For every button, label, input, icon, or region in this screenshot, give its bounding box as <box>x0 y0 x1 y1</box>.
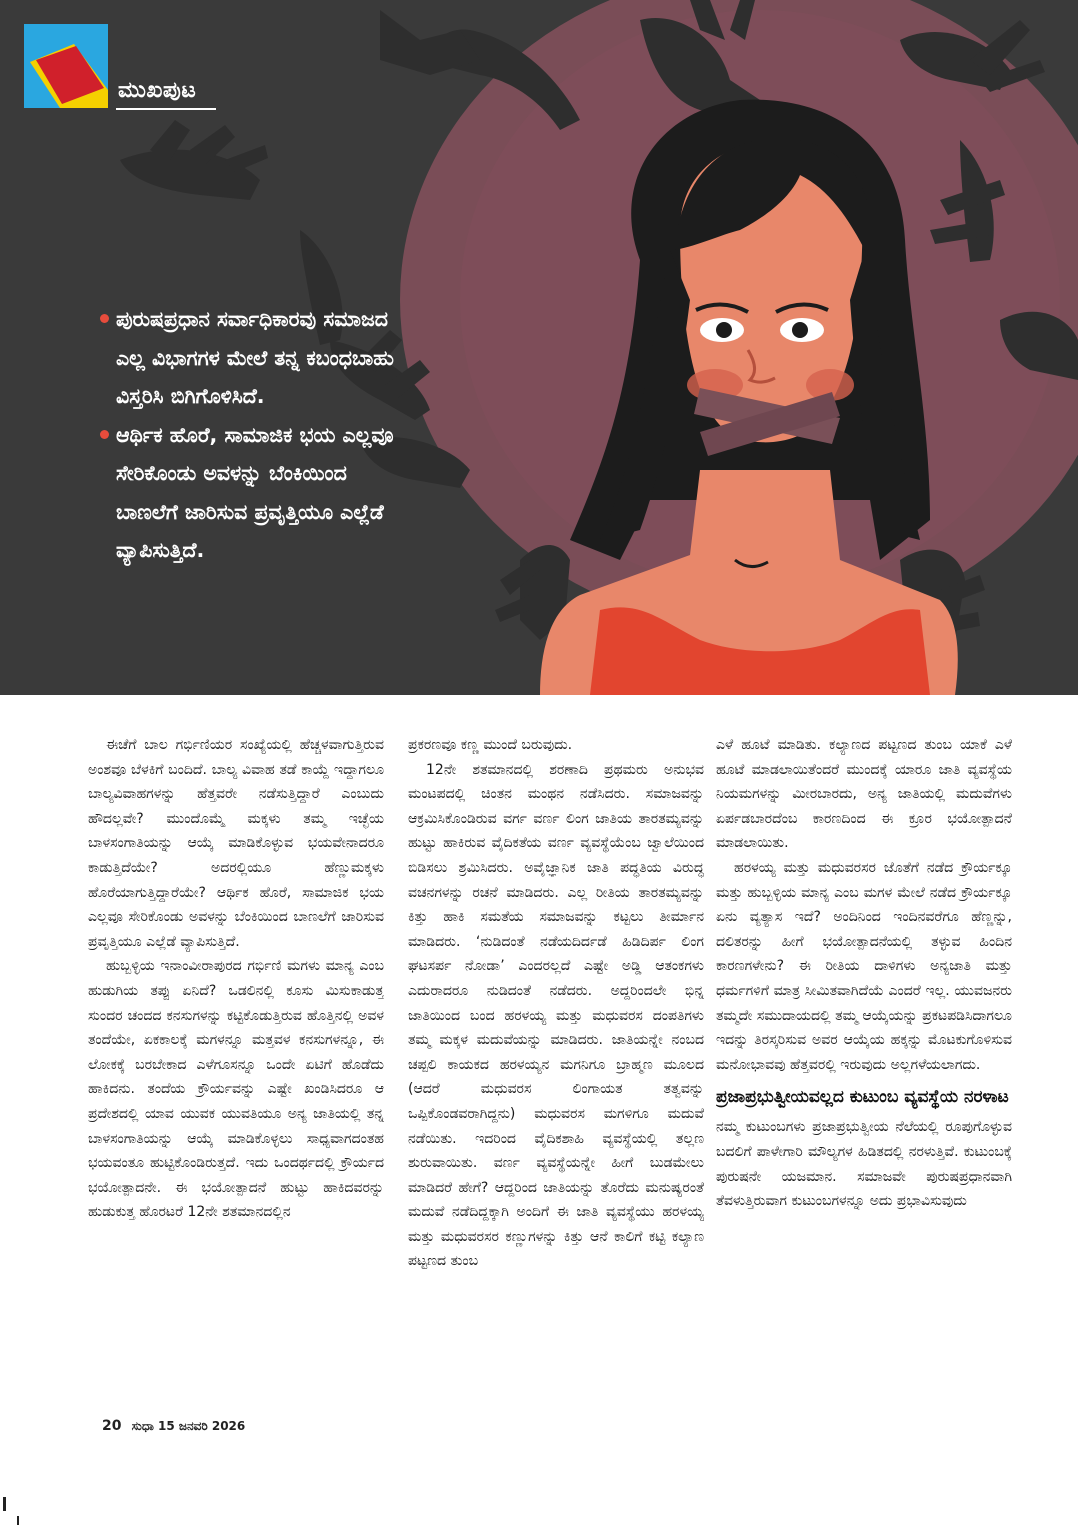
highlight-list <box>100 300 400 570</box>
article-body <box>88 733 1012 1413</box>
page-number: 20 <box>102 1418 122 1434</box>
publication-info: ಸುಧಾ 15 ಜನವರಿ 2026 <box>131 1419 246 1433</box>
logo-book <box>24 24 108 108</box>
article-column-2 <box>408 733 704 1413</box>
crop-mark <box>3 1497 6 1511</box>
highlight-text: ಪುರುಷಪ್ರಧಾನ ಸರ್ವಾಧಿಕಾರವು ಸಮಾಜದ ಎಲ್ಲ ವಿಭಾಗಗಳ ಮೇಲೆ ತನ್ನ ಕಬಂಧಬಾಹು ವಿಸ್ತರಿಸಿ ಬಿಗಿಗೊಳಿಸಿದೆ. <box>116 307 394 408</box>
paragraph: ಹರಳಯ್ಯ ಮತ್ತು ಮಧುವರಸರ ಜೊತೆಗೆ ನಡೆದ ಕ್ರೌರ್ಯಕ್ಕೂ ಮತ್ತು ಹುಬ್ಬಳ್ಳಿಯ ಮಾನ್ಯ ಎಂಬ ಮಗಳ ಮೇಲೆ ನಡೆದ ಕ್ರೌರ್ಯಕ್ಕೂ ಏನು ವ್ಯತ್ಯಾಸ ಇದೆ? ಅಂದಿನಿಂದ ಇಂದಿನವರೆಗೂ ಹೆಣ್ಣನ್ನು, ದಲಿತರನ್ನು ಹೀಗೆ ಭಯೋತ್ಪಾದನೆಯಲ್ಲಿ ತಳ್ಳುವ ಹಿಂದಿನ ಕಾರಣಗಳೇನು? ಈ ರೀತಿಯ ದಾಳಿಗಳು ಅನ್ಯಜಾತಿ ಮತ್ತು ಧರ್ಮಗಳಿಗೆ ಮಾತ್ರ ಸೀಮಿತವಾಗಿದೆಯೆ ಎಂದರೆ ಇಲ್ಲ. ಯುವಜನರು ತಮ್ಮದೇ ಸಮುದಾಯದಲ್ಲಿ ತಮ್ಮ ಆಯ್ಕೆಯನ್ನು ಪ್ರಕಟಪಡಿಸಿದಾಗಲೂ ಇದನ್ನು ತಿರಸ್ಕರಿಸುವ ಅವರ ಆಯ್ಕೆಯ ಹಕ್ಕನ್ನು ಮೊಟಕುಗೊಳಿಸುವ ಮನೋಭಾವವು ಹೆತ್ತವರಲ್ಲಿ ಇರುವುದು ಅಲ್ಲಗಳೆಯಲಾಗದು. <box>716 859 1012 1073</box>
paragraph: ಪ್ರಕರಣವೂ ಕಣ್ಣ ಮುಂದೆ ಬರುವುದು. <box>408 737 573 753</box>
bullet-dot-icon <box>100 314 109 323</box>
paragraph: 12ನೇ ಶತಮಾನದಲ್ಲಿ ಶರಣಾದಿ ಪ್ರಥಮರು ಅನುಭವ ಮಂಟಪದಲ್ಲಿ ಚಿಂತನ ಮಂಥನ ನಡೆಸಿದರು. ಸಮಾಜವನ್ನು ಆಕ್ರಮಿಸಿಕೊಂಡಿರುವ ವರ್ಗ ವರ್ಣ ಲಿಂಗ ಜಾತಿಯ ತಾರತಮ್ಯವನ್ನು ಹುಟ್ಟು ಹಾಕಿರುವ ವೈದಿಕತೆಯ ವರ್ಣ ವ್ಯವಸ್ಥೆಯೆಂಬ ಜ್ವಾಲೆಯಿಂದ ಬಿಡಿಸಲು ಶ್ರಮಿಸಿದರು. ಅವೈಜ್ಞಾನಿಕ ಜಾತಿ ಪದ್ಧತಿಯ ವಿರುದ್ಧ ವಚನಗಳನ್ನು ರಚನೆ ಮಾಡಿದರು. ಎಲ್ಲ ರೀತಿಯ ತಾರತಮ್ಯವನ್ನು ಕಿತ್ತು ಹಾಕಿ ಸಮತೆಯ ಸಮಾಜವನ್ನು ಕಟ್ಟಲು ತೀರ್ಮಾನ ಮಾಡಿದರು. ‘ನುಡಿದಂತೆ ನಡೆಯದಿರ್ದಡೆ ಹಿಡಿದಿರ್ಪ ಲಿಂಗ ಘಟಸರ್ಪ ನೋಡಾ’ ಎಂದರಲ್ಲದೆ ಎಷ್ಟೇ ಅಡ್ಡಿ ಆತಂಕಗಳು ಎದುರಾದರೂ ನುಡಿದಂತೆ ನಡೆದರು. ಅದ್ದರಿಂದಲೇ ಭಿನ್ನ ಜಾತಿಯಿಂದ ಬಂದ ಹರಳಯ್ಯ ಮತ್ತು ಮಧುವರಸ ದಂಪತಿಗಳು ತಮ್ಮ ಮಕ್ಕಳ ಮದುವೆಯನ್ನು ಮಾಡಿದರು. ಜಾತಿಯನ್ನೇ ನಂಬದ ಚಪ್ಪಲಿ ಕಾಯಕದ ಹರಳಯ್ಯನ ಮಗನಿಗೂ ಬ್ರಾಹ್ಮಣ ಮೂಲದ (ಆದರೆ ಮಧುವರಸ ಲಿಂಗಾಯತ ತತ್ವವನ್ನು ಒಪ್ಪಿಕೊಂಡವರಾಗಿದ್ದನು) ಮಧುವರಸ ಮಗಳಿಗೂ ಮದುವೆ ನಡೆಯಿತು. ಇದರಿಂದ ವೈದಿಕಶಾಹಿ ವ್ಯವಸ್ಥೆಯಲ್ಲಿ ತಲ್ಲಣ ಶುರುವಾಯಿತು. ವರ್ಣ ವ್ಯವಸ್ಥೆಯನ್ನೇ ಹೀಗೆ ಬುಡಮೇಲು ಮಾಡಿದರೆ ಹೇಗೆ? ಆದ್ದರಿಂದ ಜಾತಿಯನ್ನು ತೊರೆದು ಮನುಷ್ಯರಂತೆ ಮದುವೆ ನಡೆದಿದ್ದಕ್ಕಾಗಿ ಅಂದಿಗೆ ಈ ಜಾತಿ ವ್ಯವಸ್ಥೆಯು ಹರಳಯ್ಯ ಮತ್ತು ಮಧುವರಸರ ಕಣ್ಣುಗಳನ್ನು ಕಿತ್ತು ಆನೆ ಕಾಲಿಗೆ ಕಟ್ಟಿ ಕಲ್ಯಾಣ ಪಟ್ಟಣದ ತುಂಬ <box>408 761 704 1270</box>
subheading: ಪ್ರಜಾಪ್ರಭುತ್ವೀಯವಲ್ಲದ ಕುಟುಂಬ ವ್ಯವಸ್ಥೆಯ ನರಳಾಟ <box>716 1087 1009 1108</box>
paragraph: ನಮ್ಮ ಕುಟುಂಬಗಳು ಪ್ರಜಾಪ್ರಭುತ್ವೀಯ ನೆಲೆಯಲ್ಲಿ ರೂಪುಗೊಳ್ಳುವ ಬದಲಿಗೆ ಪಾಳೇಗಾರಿ ಮೌಲ್ಯಗಳ ಹಿಡಿತದಲ್ಲಿ ನರಳುತ್ತಿವೆ. ಕುಟುಂಬಕ್ಕೆ ಪುರುಷನೇ ಯಜಮಾನ. ಸಮಾಜವೇ ಪುರುಷಪ್ರಧಾನವಾಗಿ ತೆವಳುತ್ತಿರುವಾಗ ಕುಟುಂಬಗಳನ್ನೂ ಅದು ಪ್ರಭಾವಿಸುವುದು <box>716 1119 1012 1210</box>
section-underline <box>116 108 216 110</box>
paragraph: ಹುಬ್ಬಳ್ಳಿಯ ಇನಾಂವೀರಾಪುರದ ಗರ್ಭಿಣಿ ಮಗಳು ಮಾನ್ಯ ಎಂಬ ಹುಡುಗಿಯ ತಪ್ಪು ಏನಿದೆ? ಒಡಲಿನಲ್ಲಿ ಕೂಸು ಮಿಸುಕಾಡುತ್ತ ಸುಂದರ ಚಂದದ ಕನಸುಗಳನ್ನು ಕಟ್ಟಿಕೊಡುತ್ತಿರುವ ಹೊತ್ತಿನಲ್ಲಿ ಅವಳ ತಂದೆಯೇ, ಏಕಕಾಲಕ್ಕೆ ಮಗಳನ್ನೂ ಮತ್ತವಳ ಕನಸುಗಳನ್ನೂ, ಈ ಲೋಕಕ್ಕೆ ಬರಬೇಕಾದ ಎಳೆಗೂಸನ್ನೂ ಒಂದೇ ಏಟಿಗೆ ಹೊಡೆದು ಹಾಕಿದನು. ತಂದೆಯ ಕ್ರೌರ್ಯವನ್ನು ಎಷ್ಟೇ ಖಂಡಿಸಿದರೂ ಆ ಪ್ರದೇಶದಲ್ಲಿ ಯಾವ ಯುವಕ ಯುವತಿಯೂ ಅನ್ಯ ಜಾತಿಯಲ್ಲಿ ತನ್ನ ಬಾಳಸಂಗಾತಿಯನ್ನು ಆಯ್ಕೆ ಮಾಡಿಕೊಳ್ಳಲು ಸಾಧ್ಯವಾಗದಂತಹ ಭಯವಂತೂ ಹುಟ್ಟಿಕೊಂಡಿರುತ್ತದೆ. ಇದು ಒಂದರ್ಥದಲ್ಲಿ ಕ್ರೌರ್ಯದ ಭಯೋತ್ಪಾದನೇ. ಈ ಭಯೋತ್ಪಾದನೆ ಹುಟ್ಟು ಹಾಕಿದವರನ್ನು ಹುಡುಕುತ್ತ ಹೊರಟರೆ 12ನೇ ಶತಮಾನದಲ್ಲಿನ <box>88 958 384 1221</box>
page-footer <box>102 1418 245 1434</box>
paragraph: ಈಚೆಗೆ ಬಾಲ ಗರ್ಭಿಣಿಯರ ಸಂಖ್ಯೆಯಲ್ಲಿ ಹೆಚ್ಚಳವಾಗುತ್ತಿರುವ ಅಂಶವೂ ಬೆಳಕಿಗೆ ಬಂದಿದೆ. ಬಾಲ್ಯ ವಿವಾಹ ತಡೆ ಕಾಯ್ದೆ ಇದ್ದಾಗಲೂ ಬಾಲ್ಯವಿವಾಹಗಳನ್ನು ಹೆತ್ತವರೇ ನಡೆಸುತ್ತಿದ್ದಾರೆ ಎಂಬುದು ಹೌದಲ್ಲವೇ? ಮುಂದೊಮ್ಮೆ ಮಕ್ಕಳು ತಮ್ಮ ಇಚ್ಛೆಯ ಬಾಳಸಂಗಾತಿಯನ್ನು ಆಯ್ಕೆ ಮಾಡಿಕೊಳ್ಳುವ ಭಯವೇನಾದರೂ ಕಾಡುತ್ತಿದೆಯೇ? ಅದರಲ್ಲಿಯೂ ಹೆಣ್ಣುಮಕ್ಕಳು ಹೊರೆಯಾಗುತ್ತಿದ್ದಾರೆಯೇ? ಆರ್ಥಿಕ ಹೊರೆ, ಸಾಮಾಜಿಕ ಭಯ ಎಲ್ಲವೂ ಸೇರಿಕೊಂಡು ಅವಳನ್ನು ಬೆಂಕಿಯಿಂದ ಬಾಣಲೆಗೆ ಜಾರಿಸುವ ಪ್ರವೃತ್ತಿಯೂ ಎಲ್ಲೆಡೆ ವ್ಯಾಪಿಸುತ್ತಿದೆ. <box>88 737 384 950</box>
hero-illustration <box>0 0 1078 695</box>
paragraph: ಎಳೆ ಹೂಟೆ ಮಾಡಿತು. ಕಲ್ಯಾಣದ ಪಟ್ಟಣದ ತುಂಬ ಯಾಕೆ ಎಳೆ ಹೂಟೆ ಮಾಡಲಾಯಿತೆಂದರೆ ಮುಂದಕ್ಕೆ ಯಾರೂ ಜಾತಿ ವ್ಯವಸ್ಥೆಯ ನಿಯಮಗಳನ್ನು ಮೀರಬಾರದು, ಅನ್ಯ ಜಾತಿಯಲ್ಲಿ ಮದುವೆಗಳು ಏರ್ಪಡಬಾರದೆಂಬ ಕಾರಣದಿಂದ ಈ ಕ್ರೂರ ಭಯೋತ್ಪಾದನೆ ಮಾಡಲಾಯಿತು. <box>716 737 1012 852</box>
bullet-dot-icon <box>100 430 109 439</box>
highlight-item <box>100 300 400 416</box>
crop-mark <box>17 1516 19 1525</box>
article-column-3 <box>716 733 1012 1413</box>
highlight-item <box>100 416 400 570</box>
article-column-1 <box>88 733 384 1413</box>
section-label: ಮುಖಪುಟ <box>118 78 197 103</box>
highlight-text: ಆರ್ಥಿಕ ಹೊರೆ, ಸಾಮಾಜಿಕ ಭಯ ಎಲ್ಲವೂ ಸೇರಿಕೊಂಡು ಅವಳನ್ನು ಬೆಂಕಿಯಿಂದ ಬಾಣಲೆಗೆ ಜಾರಿಸುವ ಪ್ರವೃತ್ತಿಯೂ ಎಲ್ಲೆಡೆ ವ್ಯಾಪಿಸುತ್ತಿದೆ. <box>116 422 394 562</box>
